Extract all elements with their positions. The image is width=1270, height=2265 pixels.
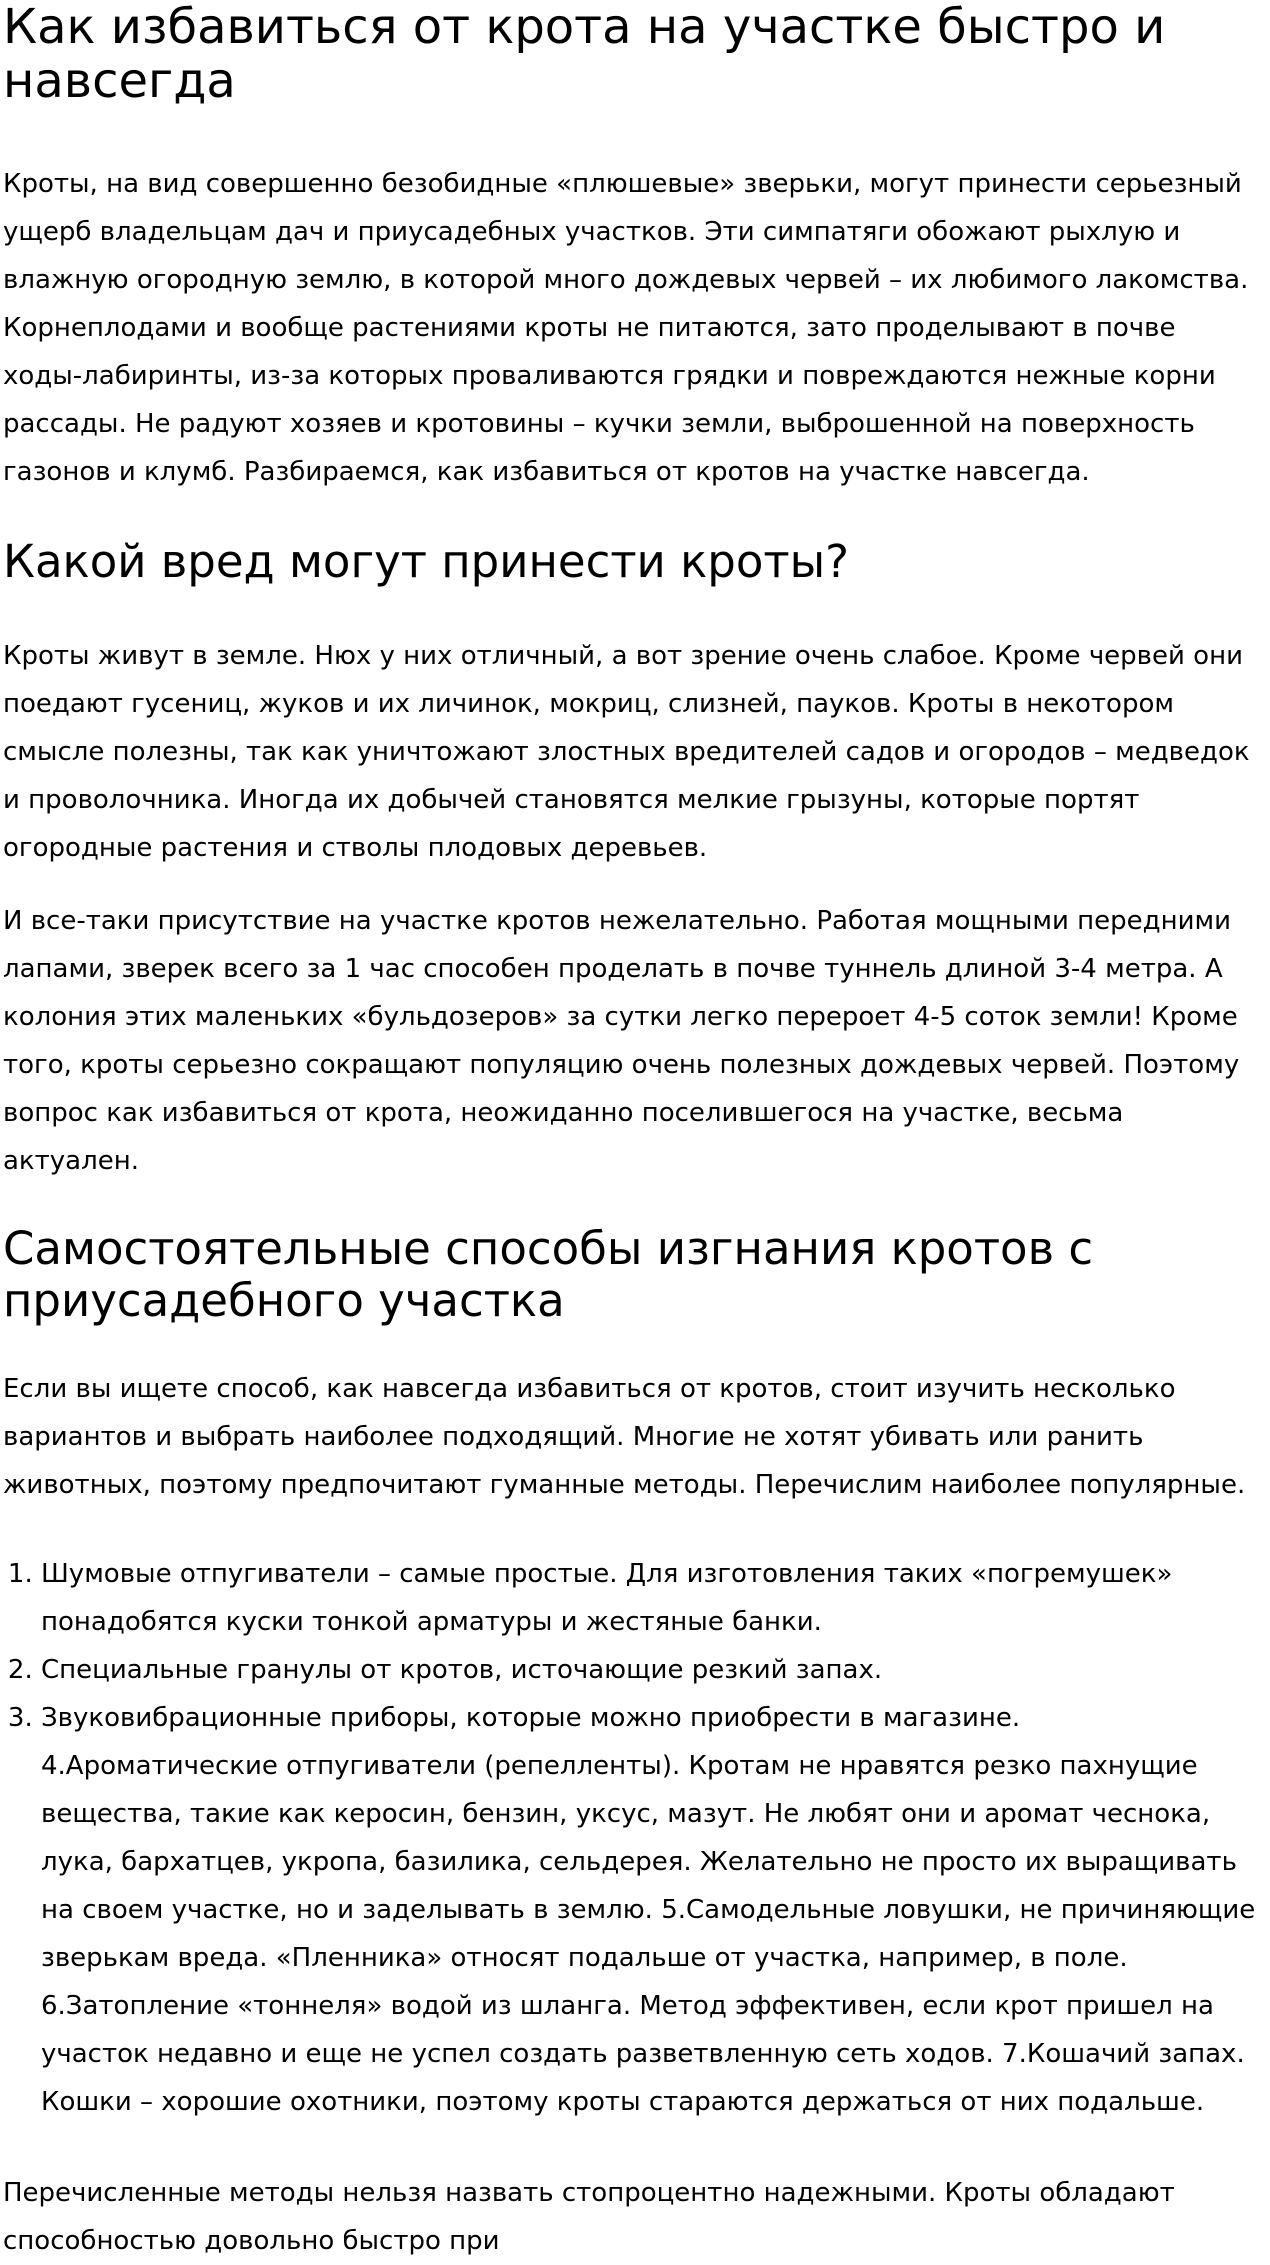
list-item: 3. Звуковибрационные приборы, которые можно приобрести в магазине. 4.Ароматические отпугиватели (репелленты). Кротам не нравятся резко пахнущие вещества, такие как керосин, бензин, уксус, мазут. Не любят они и аромат чеснока, лука, бархатцев, укропа, базилика, сельдерея. Желательно не просто их выращивать на своем участке, но и заделывать в землю. 5.Самодельные ловушки, не причиняющие зверькам вреда. «Пленника» относят подальше от участка, например, в поле. 6.Затопление «тоннеля» водой из шланга. Метод эффективен, если крот пришел на участок недавно и еще не успел создать разветвленную сеть ходов. 7.Кошачий запах. Кошки – хорошие охотники, поэтому кроты стараются держаться от них подальше.	[41, 1694, 1260, 2126]
article	[3, 0, 1260, 2265]
list-item: 1. Шумовые отпугиватели – самые простые. Для изготовления таких «погремушек» понадобятся куски тонкой арматуры и жестяные банки.	[41, 1550, 1260, 1646]
list-item: 2. Специальные гранулы от кротов, источающие резкий запах.	[41, 1646, 1260, 1694]
intro-paragraph: Кроты, на вид совершенно безобидные «плюшевые» зверьки, могут принести серьезный ущерб владельцам дач и приусадебных участков. Эти симпатяги обожают рыхлую и влажную огородную землю, в которой много дождевых червей – их любимого лакомства. Корнеплодами и вообще растениями кроты не питаются, зато проделывают в почве ходы-лабиринты, из-за которых проваливаются грядки и повреждаются нежные корни рассады. Не радуют хозяев и кротовины – кучки земли, выброшенной на поверхность газонов и клумб. Разбираемся, как избавиться от кротов на участке навсегда.	[3, 169, 1249, 487]
section-title-methods: Самостоятельные способы изгнания кротов с приусадебного участка	[3, 1222, 1094, 1327]
harm-paragraph-2: И все-таки присутствие на участке кротов нежелательно. Работая мощными передними лапами, зверек всего за 1 час способен проделать в почве туннель длиной 3-4 метра. А колония этих маленьких «бульдозеров» за сутки легко перероет 4-5 соток земли! Кроме того, кроты серьезно сокращают популяцию очень полезных дождевых червей. Поэтому вопрос как избавиться от крота, неожиданно поселившегося на участке, весьма актуален.	[3, 906, 1240, 1176]
methods-intro-paragraph: Если вы ищете способ, как навсегда избавиться от кротов, стоит изучить несколько вариантов и выбрать наиболее подходящий. Многие не хотят убивать или ранить животных, поэтому предпочитают гуманные методы. Перечислим наиболее популярные.	[3, 1374, 1246, 1500]
page-title: Как избавиться от крота на участке быстро и навсегда	[3, 0, 1166, 109]
methods-list	[3, 1550, 1260, 2126]
section-title-harm: Какой вред могут принести кроты?	[3, 535, 849, 588]
harm-paragraph-1: Кроты живут в земле. Нюх у них отличный, а вот зрение очень слабое. Кроме червей они поедают гусениц, жуков и их личинок, мокриц, слизней, пауков. Кроты в некотором смысле полезны, так как уничтожают злостных вредителей садов и огородов – медведок и проволочника. Иногда их добычей становятся мелкие грызуны, которые портят огородные растения и стволы плодовых деревьев.	[3, 641, 1250, 863]
outro-paragraph: Перечисленные методы нельзя назвать стопроцентно надежными. Кроты обладают способностью довольно быстро при	[3, 2178, 1175, 2256]
